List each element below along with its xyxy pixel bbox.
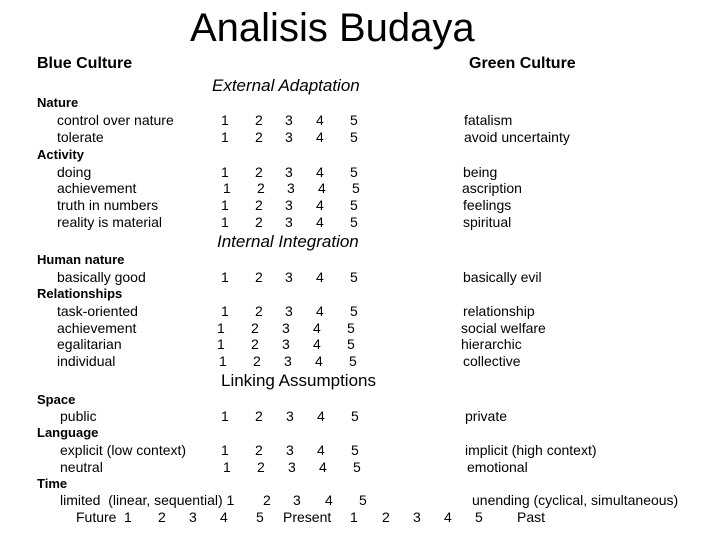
scale-5: 5 (350, 129, 358, 145)
scale-2: 2 (251, 320, 259, 336)
row-left-egalitarian: egalitarian (57, 336, 122, 352)
scale-3: 3 (284, 353, 292, 369)
row-left-neutral: neutral (60, 459, 103, 475)
row-right-being: being (463, 164, 498, 180)
scale-1: 1 (219, 353, 227, 369)
row-left-public: public (60, 408, 97, 424)
row-right-hierarchic: hierarchic (461, 336, 522, 352)
scale-1: 1 (221, 269, 229, 285)
time-scale-3: 3 (189, 509, 197, 525)
scale-3: 3 (285, 269, 293, 285)
time-scale-2: 2 (382, 509, 390, 525)
scale-5: 5 (353, 459, 361, 475)
scale-3: 3 (286, 408, 294, 424)
scale-1: 1 (221, 442, 229, 458)
scale-2: 2 (255, 442, 263, 458)
row-right-unending-cyclical-simultaneous: unending (cyclical, simultaneous) (472, 492, 679, 508)
scale-2: 2 (257, 180, 265, 196)
scale-5: 5 (350, 164, 358, 180)
scale-3: 3 (293, 492, 301, 508)
scale-3: 3 (286, 442, 294, 458)
scale-4: 4 (316, 197, 324, 213)
row-left-tolerate: tolerate (57, 129, 104, 145)
scale-5: 5 (347, 336, 355, 352)
scale-4: 4 (316, 303, 324, 319)
row-right-avoid-uncertainty: avoid uncertainty (464, 129, 570, 145)
scale-2: 2 (257, 459, 265, 475)
time-scale-4: 4 (444, 509, 452, 525)
right-column-header: Green Culture (469, 55, 576, 72)
scale-3: 3 (287, 180, 295, 196)
scale-2: 2 (255, 214, 263, 230)
row-left-achievement: achievement (57, 180, 137, 196)
scale-2: 2 (255, 269, 263, 285)
scale-2: 2 (255, 303, 263, 319)
scale-3: 3 (285, 303, 293, 319)
time-scale-2: 2 (158, 509, 166, 525)
left-column-header: Blue Culture (37, 55, 133, 72)
scale-2: 2 (255, 129, 263, 145)
scale-5: 5 (350, 303, 358, 319)
category-human-nature: Human nature (37, 252, 125, 267)
row-right-collective: collective (463, 353, 521, 369)
scale-1: 1 (221, 164, 229, 180)
scale-5: 5 (351, 408, 359, 424)
scale-1: 1 (217, 320, 225, 336)
row-left-individual: individual (57, 353, 116, 369)
page-title: Analisis Budaya (190, 6, 475, 50)
scale-4: 4 (317, 408, 325, 424)
row-left-reality-is-material: reality is material (57, 214, 163, 230)
section-heading-external-adaptation: External Adaptation (212, 76, 360, 95)
time-scale-5: 5 (475, 509, 483, 525)
row-right-relationship: relationship (463, 303, 535, 319)
scale-4: 4 (316, 112, 324, 128)
time-scale-4: 4 (220, 509, 228, 525)
scale-3: 3 (285, 129, 293, 145)
scale-5: 5 (350, 112, 358, 128)
scale-1: 1 (221, 112, 229, 128)
time-scale-1: 1 (350, 509, 358, 525)
scale-4: 4 (313, 320, 321, 336)
scale-1: 1 (217, 336, 225, 352)
scale-5: 5 (347, 320, 355, 336)
row-right-feelings: feelings (463, 197, 512, 213)
scale-4: 4 (318, 180, 326, 196)
scale-2: 2 (253, 353, 261, 369)
row-left-basically-good: basically good (57, 269, 146, 285)
scale-1: 1 (221, 197, 229, 213)
category-time: Time (37, 476, 68, 491)
section-heading-linking-assumptions: Linking Assumptions (221, 371, 376, 390)
scale-1: 1 (223, 459, 231, 475)
scale-5: 5 (350, 214, 358, 230)
row-left-truth-in-numbers: truth in numbers (57, 197, 159, 213)
scale-3: 3 (288, 459, 296, 475)
category-space: Space (37, 392, 76, 407)
scale-5: 5 (350, 197, 358, 213)
row-right-private: private (465, 408, 508, 424)
scale-1: 1 (223, 180, 231, 196)
scale-4: 4 (315, 353, 323, 369)
time-label-future: Future (76, 509, 117, 525)
row-right-implicit-high-context: implicit (high context) (465, 442, 597, 458)
row-left-explicit-low-context: explicit (low context) (60, 442, 187, 458)
scale-3: 3 (285, 214, 293, 230)
scale-3: 3 (285, 112, 293, 128)
row-right-ascription: ascription (462, 180, 522, 196)
scale-5: 5 (352, 180, 360, 196)
scale-3: 3 (282, 336, 290, 352)
row-left-achievement: achievement (57, 320, 137, 336)
row-right-basically-evil: basically evil (463, 269, 542, 285)
scale-1: 1 (221, 408, 229, 424)
scale-5: 5 (359, 492, 367, 508)
category-nature: Nature (37, 95, 79, 110)
scale-4: 4 (316, 129, 324, 145)
scale-3: 3 (282, 320, 290, 336)
time-scale-5: 5 (256, 509, 264, 525)
row-left-control-over-nature: control over nature (57, 112, 174, 128)
scale-2: 2 (255, 112, 263, 128)
row-left-task-oriented: task-oriented (57, 303, 138, 319)
scale-4: 4 (317, 442, 325, 458)
time-scale-3: 3 (413, 509, 421, 525)
row-right-social-welfare: social welfare (461, 320, 546, 336)
time-label-past: Past (517, 509, 546, 525)
time-label-present: Present (283, 509, 332, 525)
scale-5: 5 (351, 442, 359, 458)
row-right-fatalism: fatalism (464, 112, 513, 128)
scale-2: 2 (263, 492, 271, 508)
scale-2: 2 (255, 197, 263, 213)
scale-3: 3 (285, 197, 293, 213)
category-relationships: Relationships (37, 286, 123, 301)
scale-4: 4 (316, 164, 324, 180)
scale-4: 4 (316, 269, 324, 285)
scale-1: 1 (221, 129, 229, 145)
scale-4: 4 (313, 336, 321, 352)
category-language: Language (37, 425, 99, 440)
scale-2: 2 (255, 408, 263, 424)
category-activity: Activity (37, 147, 84, 162)
scale-2: 2 (255, 164, 263, 180)
scale-3: 3 (285, 164, 293, 180)
row-right-spiritual: spiritual (463, 214, 512, 230)
row-left-limited-linear-sequential: limited (linear, sequential) 1 (60, 492, 235, 508)
scale-4: 4 (319, 459, 327, 475)
scale-5: 5 (350, 269, 358, 285)
scale-1: 1 (221, 303, 229, 319)
scale-1: 1 (221, 214, 229, 230)
row-right-emotional: emotional (467, 459, 528, 475)
section-heading-internal-integration: Internal Integration (217, 232, 359, 251)
scale-4: 4 (325, 492, 333, 508)
scale-2: 2 (251, 336, 259, 352)
scale-4: 4 (316, 214, 324, 230)
time-scale-1: 1 (124, 509, 132, 525)
row-left-doing: doing (57, 164, 92, 180)
scale-5: 5 (349, 353, 357, 369)
